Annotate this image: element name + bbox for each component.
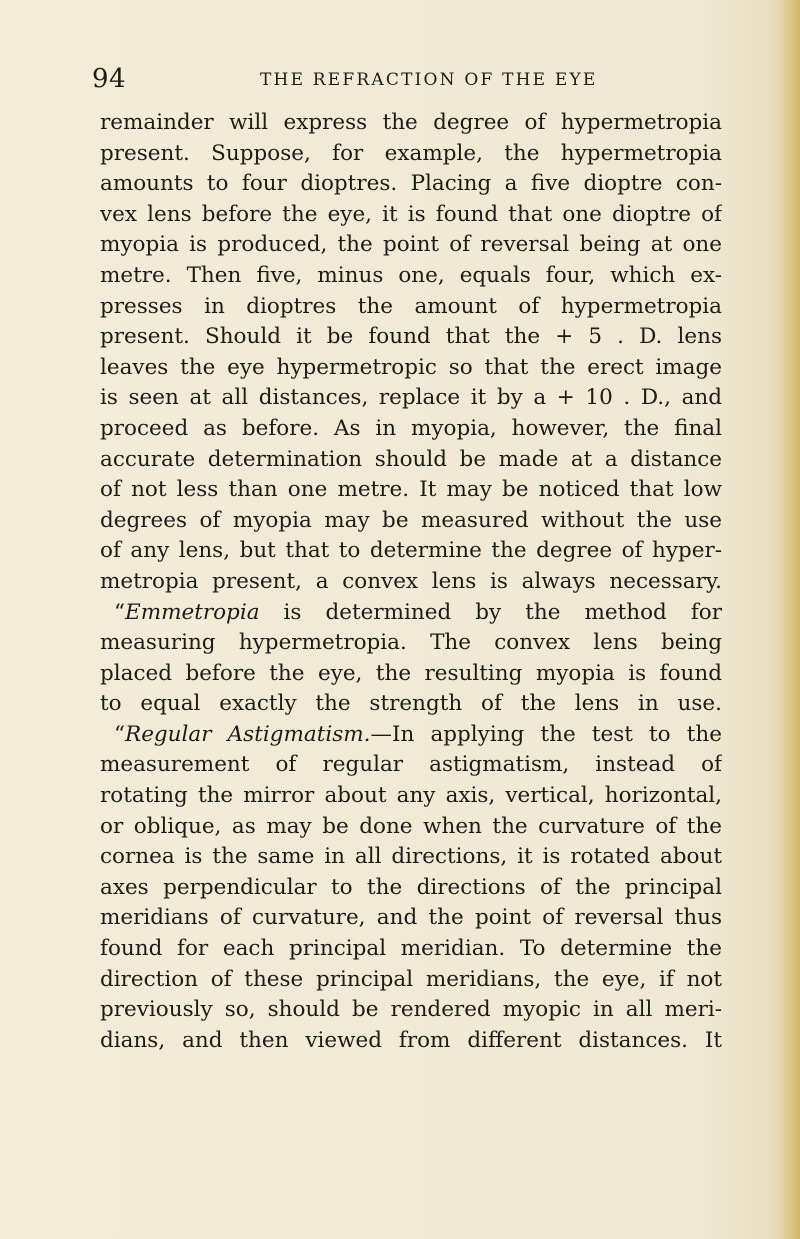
text-line: amounts to four dioptres. Placing a five dioptre con-	[100, 171, 722, 197]
text-line: leaves the eye hypermetropic so that the erect image	[100, 354, 722, 380]
text-line: degrees of myopia may be measured without the use	[100, 507, 722, 533]
text-line: presses in dioptres the amount of hypermetropia	[100, 293, 722, 319]
text-line: remainder will express the degree of hypermetropia	[100, 110, 722, 135]
text-line: or oblique, as may be done when the curvature of the	[100, 813, 722, 839]
text-line: present. Suppose, for example, the hypermetropia	[100, 140, 722, 166]
astigmatism-first-line-rest: —In applying the test to the	[370, 721, 722, 747]
body-text	[100, 108, 722, 1056]
astigmatism-term: Regular Astigmatism.	[125, 721, 371, 747]
text-line: placed before the eye, the resulting myopia is found	[100, 660, 722, 686]
astigmatism-paragraph-start	[100, 720, 722, 751]
text-line: meridians of curvature, and the point of reversal thus	[100, 905, 722, 931]
text-line: axes perpendicular to the directions of the principal	[100, 874, 722, 900]
text-line: rotating the mirror about any axis, vertical, horizontal,	[100, 783, 722, 809]
text-line: measuring hypermetropia. The convex lens being	[100, 630, 722, 656]
emmetropia-first-line-rest: is determined by the method for	[259, 599, 722, 625]
text-line: of not less than one metre. It may be noticed that low	[100, 477, 722, 503]
emmetropia-term: Emmetropia	[125, 599, 260, 625]
open-quote: “	[114, 721, 125, 747]
open-quote: “	[114, 599, 125, 625]
text-line: found for each principal meridian. To determine the	[100, 936, 722, 962]
text-line: present. Should it be found that the + 5 . D. lens	[100, 324, 722, 350]
text-line: measurement of regular astigmatism, instead of	[100, 752, 722, 778]
text-line: myopia is produced, the point of reversal being at one	[100, 232, 722, 258]
text-line: vex lens before the eye, it is found that one dioptre of	[100, 201, 722, 227]
text-line: previously so, should be rendered myopic in all meri-	[100, 997, 722, 1023]
text-line: of any lens, but that to determine the degree of hyper-	[100, 538, 722, 564]
page-number: 94	[92, 64, 127, 94]
page-edge-shading	[778, 0, 800, 1239]
text-line: is seen at all distances, replace it by a + 10 . D., and	[100, 385, 722, 411]
text-line: cornea is the same in all directions, it is rotated about	[100, 844, 722, 870]
running-head: THE REFRACTION OF THE EYE	[260, 70, 598, 90]
text-line: dians, and then viewed from different distances. It	[100, 1027, 722, 1053]
text-line: metropia present, a convex lens is always necessary.	[100, 568, 722, 594]
text-line: accurate determination should be made at a distance	[100, 446, 722, 472]
text-line: proceed as before. As in myopia, however, the final	[100, 415, 722, 441]
page-header	[92, 64, 732, 98]
text-line: metre. Then five, minus one, equals four, which ex-	[100, 262, 722, 288]
emmetropia-paragraph-start	[100, 598, 722, 629]
text-line: direction of these principal meridians, the eye, if not	[100, 966, 722, 992]
text-line: to equal exactly the strength of the lens in use.	[100, 691, 722, 717]
